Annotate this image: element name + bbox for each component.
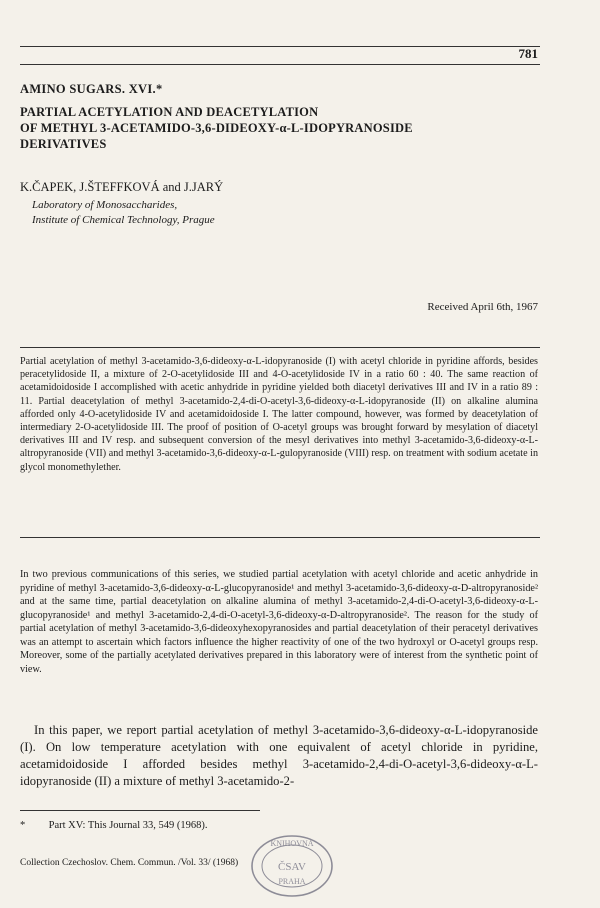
library-stamp bbox=[246, 832, 338, 900]
page-number: 781 bbox=[518, 46, 538, 61]
title-line: DERIVATIVES bbox=[20, 137, 107, 151]
abstract: Partial acetylation of methyl 3-acetamido-3,6-dideoxy-α-L-idopyranoside (I) with acetyl chloride in pyridine affords, besides peracetylidoside II, a mixture of 2-O-acetylidoside III and 4-O-acetylidoside IV in a ratio 60 : 40. The same reaction of acetamidoidoside I accomplished with acetic anhydride in pyridine yielded both diacetyl derivatives III and IV in a ratio 89 : 11. Partial deacetylation of methyl 3-acetamido-2,4-di-O-acetyl-3,6-dideoxy-α-L-idopyranoside (II) on alkaline alumina afforded only 4-O-acetylidoside IV and acetamidoidoside I. The latter compound, however, was formed by deacetylation of intermediary 2-O-acetylidoside III. The proof of position of O-acetyl groups was brought forward by mesylation of diacetyl derivatives III and IV resp. and subsequent conversion of the mesyl derivatives into methyl 3-acetamido-3,6-dideoxy-α-L-altropyranoside (VII) and methyl 3-acetamido-3,6-dideoxy-α-L-gulopyranoside (VIII) resp. on treatment with sodium acetate in glycol monomethylether. bbox=[20, 356, 538, 473]
stamp-bottom-text: PRAHA bbox=[278, 877, 306, 886]
abstract-rule-bottom bbox=[20, 537, 540, 538]
authors: K.ČAPEK, J.ŠTEFFKOVÁ and J.JARÝ bbox=[20, 180, 224, 194]
affiliation bbox=[32, 198, 215, 228]
header-rule-lower bbox=[20, 64, 540, 65]
footnote-rule bbox=[20, 810, 260, 811]
footnote bbox=[20, 820, 207, 831]
article-title bbox=[20, 104, 520, 152]
affiliation-line: Institute of Chemical Technology, Prague bbox=[32, 214, 215, 226]
introduction-paragraph: In two previous communications of this series, we studied partial acetylation with acetyl chloride and acetic anhydride in pyridine of methyl 3-acetamido-3,6-dideoxy-α-L-glucopyranoside¹ and methyl 3-acetamido-3,6-dideoxy-α-D-altropyranoside² and at the same time, partial deacetylation on alkaline alumina of methyl 3-acetamido-2,4-di-O-acetyl-3,6-dideoxy-α-L-glucopyranoside¹ and methyl 3-acetamido-2,4-di-O-acetyl-3,6-dideoxy-α-D-altropyranoside². The reason for the study of partial acetylation of methyl 3-acetamido-3,6-dideoxyhexopyranosides and partial deacetylation of their peracetyl derivatives was an attempt to ascertain which factors influence the higher reactivity of one of the two hydroxyl or O-acetyl groups resp. Moreover, some of the partially acetylated derivatives prepared in this laboratory were of interest from the synthetic point of view. bbox=[20, 569, 538, 675]
body-paragraph: In this paper, we report partial acetylation of methyl 3-acetamido-3,6-dideoxy-α-L-idopyranoside (I). On low temperature acetylation with one equivalent of acetyl chloride in pyridine, acetamidoidoside I afforded besides methyl 3-acetamido-2,4-di-O-acetyl-3,6-dideoxy-α-L-idopyranoside (II) a mixture of methyl 3-acetamido-2- bbox=[20, 723, 538, 788]
affiliation-line: Laboratory of Monosaccharides, bbox=[32, 199, 178, 211]
abstract-rule-top bbox=[20, 347, 540, 348]
collection-line: Collection Czechoslov. Chem. Commun. /Vol. 33/ (1968) bbox=[20, 858, 239, 868]
footnote-mark: * bbox=[20, 820, 26, 831]
stamp-top-text: KNIHOVNA bbox=[270, 839, 314, 848]
title-line: OF METHYL 3-ACETAMIDO-3,6-DIDEOXY-α-L-IDOPYRANOSIDE bbox=[20, 121, 413, 135]
title-line: PARTIAL ACETYLATION AND DEACETYLATION bbox=[20, 105, 319, 119]
stamp-center-text: ČSAV bbox=[278, 861, 306, 873]
header-rule bbox=[20, 46, 540, 47]
series-title: AMINO SUGARS. XVI.* bbox=[20, 82, 163, 96]
received-date: Received April 6th, 1967 bbox=[427, 301, 538, 313]
footnote-text: Part XV: This Journal 33, 549 (1968). bbox=[48, 820, 208, 831]
